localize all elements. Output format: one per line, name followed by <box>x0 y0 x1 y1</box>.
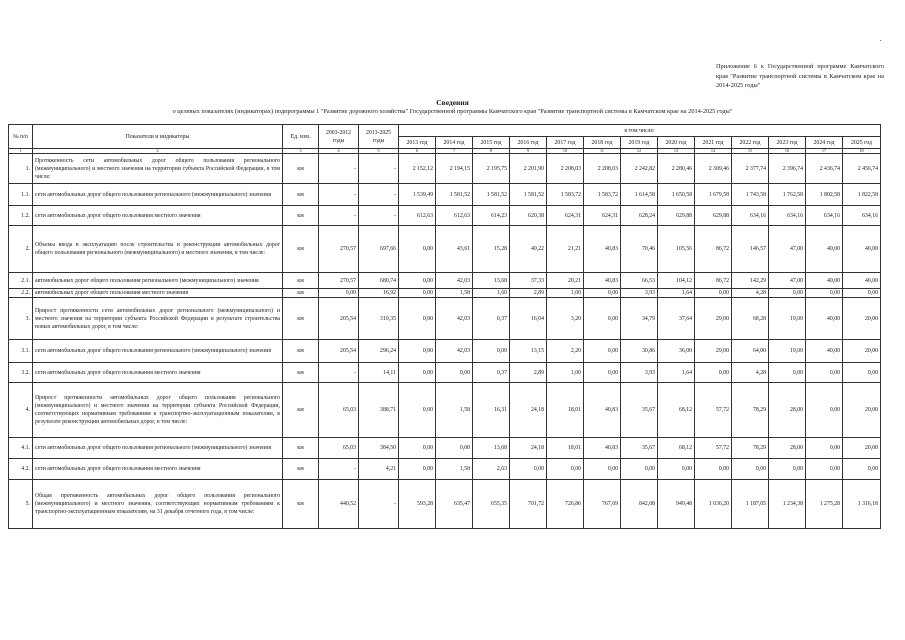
unit-cell: км <box>283 184 319 206</box>
year-value: 0,00 <box>399 363 436 383</box>
unit-cell: км <box>283 226 319 273</box>
year-value: 0,00 <box>695 289 732 298</box>
indicator-name: сети автомобильных дорог общего пользования местного значения <box>33 459 283 480</box>
year-value: 1 316,18 <box>843 480 881 529</box>
unit-cell: км <box>283 459 319 480</box>
table-row <box>9 154 881 184</box>
year-value: 104,12 <box>658 273 695 289</box>
year-value: 21,21 <box>547 226 584 273</box>
year-value: 0,00 <box>806 363 843 383</box>
year-value: 655,35 <box>473 480 510 529</box>
unit-cell: км <box>283 438 319 459</box>
year-value: 42,03 <box>436 340 473 363</box>
period-2003-2012-value: - <box>319 459 359 480</box>
indicator-name: сети автомобильных дорог общего пользования местного значения <box>33 363 283 383</box>
indicator-name: сети автомобильных дорог общего пользования регионального (межмуниципального) значения <box>33 184 283 206</box>
year-value: 624,31 <box>584 206 621 226</box>
indicator-name: сети автомобильных дорог общего пользования регионального (межмуниципального) значения <box>33 340 283 363</box>
indicator-name: Общая протяженность автомобильных дорог общего пользования регионального (межмуниципального) и местного значения, соответствующих нормативным требованиям к транспортно-эксплуатационным показателям, на 31 декабря отчетного года, в том числе: <box>33 480 283 529</box>
table-row <box>9 206 881 226</box>
title-block <box>0 98 905 116</box>
year-value: 0,00 <box>769 459 806 480</box>
year-value: 628,24 <box>621 206 658 226</box>
year-value: 35,67 <box>621 438 658 459</box>
year-value: 42,03 <box>436 273 473 289</box>
year-value: 15,28 <box>473 226 510 273</box>
year-value: 1,00 <box>547 289 584 298</box>
year-value: 19,00 <box>769 340 806 363</box>
year-value: 1 581,52 <box>473 184 510 206</box>
column-index: 11 <box>584 149 621 154</box>
year-value: 634,16 <box>843 206 881 226</box>
year-value: 24,18 <box>510 383 547 438</box>
year-value: 86,72 <box>695 226 732 273</box>
year-value: 40,00 <box>806 226 843 273</box>
year-value: 767,69 <box>584 480 621 529</box>
year-value: 2,63 <box>473 459 510 480</box>
year-value: 2 152,12 <box>399 154 436 184</box>
row-number: 2.2. <box>9 289 33 298</box>
row-number: 2. <box>9 226 33 273</box>
document-title: Сведения <box>436 98 469 107</box>
column-index: 7 <box>436 149 473 154</box>
year-value: 40,00 <box>806 273 843 289</box>
column-index: 6 <box>399 149 436 154</box>
year-value: 40,00 <box>843 273 881 289</box>
column-index: 16 <box>769 149 806 154</box>
row-number: 3.1. <box>9 340 33 363</box>
header-year: 2014 год <box>436 137 473 149</box>
year-value: 2 377,74 <box>732 154 769 184</box>
year-value: 2,20 <box>547 340 584 363</box>
year-value: 634,16 <box>769 206 806 226</box>
period-2013-2025-value: 16,92 <box>359 289 399 298</box>
year-value: 19,00 <box>769 298 806 340</box>
year-value: 78,29 <box>732 438 769 459</box>
year-value: 1 650,58 <box>658 184 695 206</box>
unit-cell: км <box>283 480 319 529</box>
year-value: 3,93 <box>621 289 658 298</box>
table-row <box>9 289 881 298</box>
year-value: 142,29 <box>732 273 769 289</box>
year-value: 0,00 <box>843 289 881 298</box>
year-value: 1 539,49 <box>399 184 436 206</box>
year-value: 20,00 <box>843 298 881 340</box>
year-value: 2 436,74 <box>806 154 843 184</box>
document-subtitle: о целевых показателях (индикаторах) подпрограммы 1 "Развитие дорожного хозяйства" Государственной программы Камчатского края "Развитие транспортной системы в Камчатском крае на 2014-2025 годы" <box>172 108 733 115</box>
year-value: 18,01 <box>547 438 584 459</box>
year-value: 16,04 <box>510 298 547 340</box>
year-value: 1,64 <box>658 289 695 298</box>
year-value: 842,08 <box>621 480 658 529</box>
year-value: 40,00 <box>843 226 881 273</box>
year-value: 40,83 <box>584 383 621 438</box>
year-value: 0,00 <box>584 459 621 480</box>
period-2003-2012-value: 205,54 <box>319 298 359 340</box>
header-year: 2025 год <box>843 137 881 149</box>
year-value: 0,00 <box>695 363 732 383</box>
header-period-2013-2025: 2013-2025 годы <box>359 125 399 149</box>
year-value: 0,00 <box>399 459 436 480</box>
unit-cell: км <box>283 340 319 363</box>
year-value: 29,00 <box>695 340 732 363</box>
year-value: 612,63 <box>436 206 473 226</box>
year-value: 0,00 <box>843 363 881 383</box>
year-value: 1 822,58 <box>843 184 881 206</box>
year-value: 28,00 <box>769 383 806 438</box>
year-value: 1,58 <box>436 289 473 298</box>
period-2003-2012-value: 205,54 <box>319 340 359 363</box>
period-2013-2025-value: 4,21 <box>359 459 399 480</box>
year-value: 0,00 <box>806 459 843 480</box>
year-value: 1 743,58 <box>732 184 769 206</box>
year-value: 42,03 <box>436 298 473 340</box>
period-2003-2012-value: 440,52 <box>319 480 359 529</box>
year-value: 0,00 <box>658 459 695 480</box>
year-value: 0,00 <box>584 289 621 298</box>
period-2003-2012-value: 0,00 <box>319 289 359 298</box>
column-index: 18 <box>843 149 881 154</box>
header-year: 2013 год <box>399 137 436 149</box>
year-value: 1 036,20 <box>695 480 732 529</box>
row-number: 1.1. <box>9 184 33 206</box>
year-value: 0,00 <box>584 298 621 340</box>
year-value: 30,86 <box>621 340 658 363</box>
column-index: 12 <box>621 149 658 154</box>
row-number: 3. <box>9 298 33 340</box>
year-value: 1,64 <box>658 363 695 383</box>
header-year: 2024 год <box>806 137 843 149</box>
year-value: 18,01 <box>547 383 584 438</box>
year-value: 0,00 <box>399 383 436 438</box>
year-value: 2,89 <box>510 289 547 298</box>
year-value: 949,48 <box>658 480 695 529</box>
year-value: 2 456,74 <box>843 154 881 184</box>
indicator-name: Прирост протяженности автомобильных дорог общего пользования регионального (межмуниципального) и местного значения на территории субъекта Российской Федерации, соответствующих нормативным требованиям к транспортно-эксплуатационным показателям, в результате реконструкции автомобильных дорог, в том числе: <box>33 383 283 438</box>
unit-cell: км <box>283 383 319 438</box>
year-value: 13,68 <box>473 273 510 289</box>
year-value: 16,31 <box>473 383 510 438</box>
period-2013-2025-value: - <box>359 184 399 206</box>
year-value: 68,12 <box>658 438 695 459</box>
year-value: 13,15 <box>510 340 547 363</box>
year-value: 68,28 <box>732 298 769 340</box>
year-value: 726,86 <box>547 480 584 529</box>
year-value: 66,53 <box>621 273 658 289</box>
year-value: 0,00 <box>806 383 843 438</box>
indicators-table <box>8 124 881 529</box>
year-value: 64,00 <box>732 340 769 363</box>
year-value: 1 275,28 <box>806 480 843 529</box>
year-value: 0,00 <box>843 459 881 480</box>
year-value: 4,28 <box>732 363 769 383</box>
year-value: 629,88 <box>695 206 732 226</box>
year-value: 20,21 <box>547 273 584 289</box>
row-number: 3.2. <box>9 363 33 383</box>
indicator-name: автомобильных дорог общего пользования местного значения <box>33 289 283 298</box>
unit-cell: км <box>283 206 319 226</box>
year-value: 20,00 <box>843 383 881 438</box>
table-row <box>9 184 881 206</box>
year-value: 40,83 <box>584 273 621 289</box>
year-value: 0,00 <box>399 298 436 340</box>
period-2003-2012-value: - <box>319 154 359 184</box>
column-index: 4 <box>319 149 359 154</box>
header-no: № п/п <box>9 125 33 149</box>
year-value: 28,00 <box>769 438 806 459</box>
header-unit: Ед. изм. <box>283 125 319 149</box>
period-2013-2025-value: - <box>359 480 399 529</box>
table-row <box>9 298 881 340</box>
year-value: 0,00 <box>510 459 547 480</box>
year-value: 624,31 <box>547 206 584 226</box>
period-2013-2025-value: 14,11 <box>359 363 399 383</box>
year-value: 57,72 <box>695 383 732 438</box>
year-value: 593,28 <box>399 480 436 529</box>
year-value: 0,00 <box>399 438 436 459</box>
year-value: 0,00 <box>732 459 769 480</box>
period-2013-2025-value: - <box>359 206 399 226</box>
year-value: 1 802,58 <box>806 184 843 206</box>
row-number: 1.2. <box>9 206 33 226</box>
year-value: 2 280,46 <box>658 154 695 184</box>
year-value: 2 195,75 <box>473 154 510 184</box>
year-value: 701,72 <box>510 480 547 529</box>
year-value: 0,00 <box>584 363 621 383</box>
year-value: 0,00 <box>436 438 473 459</box>
year-value: 0,00 <box>769 289 806 298</box>
year-value: 43,61 <box>436 226 473 273</box>
column-index: 10 <box>547 149 584 154</box>
year-value: 0,00 <box>621 459 658 480</box>
year-value: 4,28 <box>732 289 769 298</box>
year-value: 0,00 <box>473 340 510 363</box>
year-value: 1 614,58 <box>621 184 658 206</box>
year-value: 36,00 <box>658 340 695 363</box>
year-value: 1 187,05 <box>732 480 769 529</box>
table-row <box>9 273 881 289</box>
year-value: 2 242,82 <box>621 154 658 184</box>
table-row <box>9 340 881 363</box>
period-2003-2012-value: 65,03 <box>319 438 359 459</box>
year-value: 20,00 <box>843 438 881 459</box>
year-value: 47,00 <box>769 226 806 273</box>
column-index: 14 <box>695 149 732 154</box>
year-value: 0,00 <box>399 289 436 298</box>
year-value: 2 396,74 <box>769 154 806 184</box>
year-value: 40,00 <box>806 298 843 340</box>
year-value: 57,72 <box>695 438 732 459</box>
column-index: 13 <box>658 149 695 154</box>
year-value: 3,20 <box>547 298 584 340</box>
year-value: 2 208,03 <box>584 154 621 184</box>
row-number: 1. <box>9 154 33 184</box>
appendix-note: Приложение 6 к Государственной программе Камчатского края "Развитие транспортной системы в Камчатском крае на 2014-2025 годы" <box>716 63 884 89</box>
year-value: 0,00 <box>806 438 843 459</box>
year-value: 40,00 <box>806 340 843 363</box>
year-value: 0,00 <box>806 289 843 298</box>
column-index: 2 <box>33 149 283 154</box>
indicator-name: Прирост протяженности сети автомобильных дорог регионального (межмуниципального) и местного значения на территории субъекта Российской Федерации в результате строительства новых автомобильных дорог, в том числе: <box>33 298 283 340</box>
indicator-name: Объемы ввода в эксплуатацию после строительства и реконструкции автомобильных дорог общего пользования регионального (межмуниципального) и местного значения, в том числе: <box>33 226 283 273</box>
period-2013-2025-value: - <box>359 154 399 184</box>
column-index: 15 <box>732 149 769 154</box>
year-value: 0,00 <box>399 340 436 363</box>
row-number: 4. <box>9 383 33 438</box>
year-value: 1 234,38 <box>769 480 806 529</box>
table-row <box>9 363 881 383</box>
table-row <box>9 459 881 480</box>
year-value: 3,93 <box>621 363 658 383</box>
column-index: 5 <box>359 149 399 154</box>
column-index: 9 <box>510 149 547 154</box>
year-value: 0,00 <box>399 273 436 289</box>
year-value: 2,89 <box>510 363 547 383</box>
row-number: 2.1. <box>9 273 33 289</box>
year-value: 2 194,15 <box>436 154 473 184</box>
period-2003-2012-value: 270,57 <box>319 226 359 273</box>
unit-cell: км <box>283 154 319 184</box>
scan-speck <box>880 40 881 41</box>
year-value: 40,83 <box>584 226 621 273</box>
column-index: 3 <box>283 149 319 154</box>
header-year: 2016 год <box>510 137 547 149</box>
year-value: 0,00 <box>399 226 436 273</box>
year-value: 1,60 <box>473 289 510 298</box>
year-value: 0,00 <box>695 459 732 480</box>
period-2013-2025-value: 384,50 <box>359 438 399 459</box>
year-value: 0,00 <box>584 340 621 363</box>
year-value: 1 762,58 <box>769 184 806 206</box>
header-period-2003-2012: 2003-2012 годы <box>319 125 359 149</box>
year-value: 0,00 <box>436 363 473 383</box>
year-value: 37,33 <box>510 273 547 289</box>
indicator-name: автомобильных дорог общего пользования регионального (межмуниципального) значения <box>33 273 283 289</box>
header-indicator: Показатели и индикаторы <box>33 125 283 149</box>
year-value: 1,58 <box>436 383 473 438</box>
year-value: 1 583,72 <box>547 184 584 206</box>
table-row <box>9 438 881 459</box>
year-value: 13,68 <box>473 438 510 459</box>
year-value: 635,47 <box>436 480 473 529</box>
header-year: 2015 год <box>473 137 510 149</box>
year-value: 634,16 <box>732 206 769 226</box>
header-year: 2019 год <box>621 137 658 149</box>
period-2013-2025-value: 388,71 <box>359 383 399 438</box>
row-number: 5. <box>9 480 33 529</box>
year-value: 40,83 <box>584 438 621 459</box>
year-value: 1,00 <box>547 363 584 383</box>
header-year: 2022 год <box>732 137 769 149</box>
table-row <box>9 226 881 273</box>
header-year: 2021 год <box>695 137 732 149</box>
period-2013-2025-value: 296,24 <box>359 340 399 363</box>
year-value: 0,37 <box>473 298 510 340</box>
unit-cell: км <box>283 363 319 383</box>
period-2013-2025-value: 697,66 <box>359 226 399 273</box>
year-value: 2 208,03 <box>547 154 584 184</box>
year-value: 146,57 <box>732 226 769 273</box>
period-2003-2012-value: - <box>319 206 359 226</box>
row-number: 4.1. <box>9 438 33 459</box>
year-value: 629,88 <box>658 206 695 226</box>
period-2013-2025-value: 680,74 <box>359 273 399 289</box>
year-value: 0,00 <box>547 459 584 480</box>
period-2003-2012-value: 65,03 <box>319 383 359 438</box>
year-value: 2 309,46 <box>695 154 732 184</box>
year-value: 634,16 <box>806 206 843 226</box>
table-row <box>9 383 881 438</box>
year-value: 20,00 <box>843 340 881 363</box>
year-value: 29,00 <box>695 298 732 340</box>
unit-cell: км <box>283 298 319 340</box>
table-row <box>9 480 881 529</box>
indicator-name: сети автомобильных дорог общего пользования регионального (межмуниципального) значения <box>33 438 283 459</box>
year-value: 1 581,52 <box>436 184 473 206</box>
period-2003-2012-value: 270,57 <box>319 273 359 289</box>
indicator-name: Протяженность сети автомобильных дорог общего пользования регионального (межмуниципального) и местного значения на территории субъекта Российской Федерации, в том числе: <box>33 154 283 184</box>
year-value: 37,64 <box>658 298 695 340</box>
year-value: 614,23 <box>473 206 510 226</box>
year-value: 1 581,52 <box>510 184 547 206</box>
header-year: 2018 год <box>584 137 621 149</box>
header-including: в том числе: <box>399 125 881 137</box>
year-value: 1 583,72 <box>584 184 621 206</box>
column-index: 1 <box>9 149 33 154</box>
year-value: 2 201,90 <box>510 154 547 184</box>
year-value: 0,00 <box>769 363 806 383</box>
unit-cell: км <box>283 289 319 298</box>
year-value: 0,37 <box>473 363 510 383</box>
header-year: 2017 год <box>547 137 584 149</box>
year-value: 620,38 <box>510 206 547 226</box>
unit-cell: км <box>283 273 319 289</box>
year-value: 34,79 <box>621 298 658 340</box>
year-value: 68,12 <box>658 383 695 438</box>
period-2013-2025-value: 310,35 <box>359 298 399 340</box>
header-year: 2023 год <box>769 137 806 149</box>
column-index: 8 <box>473 149 510 154</box>
year-value: 47,00 <box>769 273 806 289</box>
column-index: 17 <box>806 149 843 154</box>
indicator-name: сети автомобильных дорог общего пользования местного значения <box>33 206 283 226</box>
period-2003-2012-value: - <box>319 184 359 206</box>
year-value: 1,58 <box>436 459 473 480</box>
year-value: 612,63 <box>399 206 436 226</box>
year-value: 35,67 <box>621 383 658 438</box>
year-value: 70,46 <box>621 226 658 273</box>
year-value: 86,72 <box>695 273 732 289</box>
year-value: 1 679,58 <box>695 184 732 206</box>
period-2003-2012-value: - <box>319 363 359 383</box>
year-value: 40,22 <box>510 226 547 273</box>
year-value: 24,18 <box>510 438 547 459</box>
year-value: 105,56 <box>658 226 695 273</box>
year-value: 78,29 <box>732 383 769 438</box>
row-number: 4.2. <box>9 459 33 480</box>
header-year: 2020 год <box>658 137 695 149</box>
